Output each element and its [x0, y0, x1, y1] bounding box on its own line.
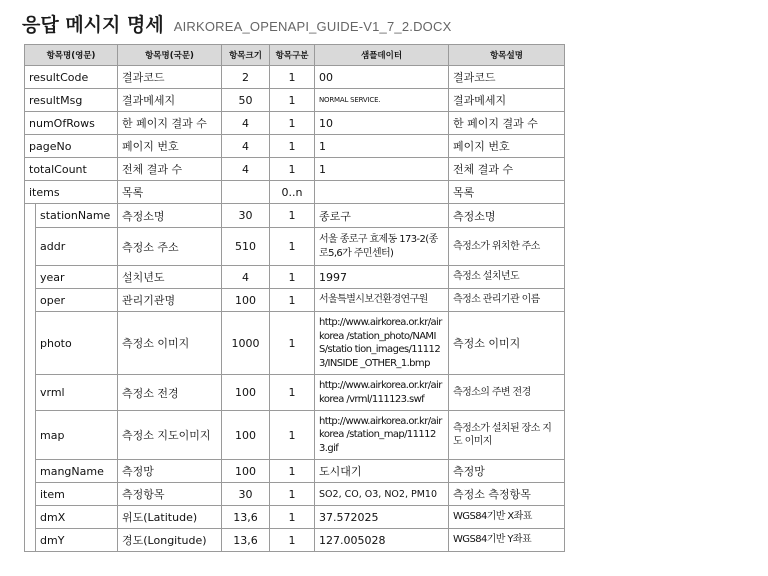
field-korean-name: 결과코드 [118, 66, 222, 89]
field-korean-name: 측정소명 [118, 204, 222, 228]
table-row [25, 529, 565, 552]
field-korean-name: 측정소 전경 [118, 375, 222, 411]
document-header [22, 10, 451, 38]
field-description: 페이지 번호 [449, 135, 565, 158]
field-name: totalCount [25, 158, 118, 181]
field-description: WGS84기반 Y좌표 [449, 529, 565, 552]
field-description: 측정소 설치년도 [449, 266, 565, 289]
table-row [25, 135, 565, 158]
field-sample: 도시대기 [315, 460, 449, 483]
field-size: 13,6 [222, 529, 270, 552]
field-name: resultMsg [25, 89, 118, 112]
field-kind: 1 [270, 460, 315, 483]
field-korean-name: 결과메세지 [118, 89, 222, 112]
table-row [25, 158, 565, 181]
column-header: 항목명(영문) [25, 45, 118, 66]
field-sample [315, 181, 449, 204]
field-size: 100 [222, 289, 270, 312]
field-description: 측정소 이미지 [449, 312, 565, 375]
field-description: 측정소 관리기관 이름 [449, 289, 565, 312]
field-sample: 10 [315, 112, 449, 135]
field-name: numOfRows [25, 112, 118, 135]
field-korean-name: 설치년도 [118, 266, 222, 289]
field-korean-name: 측정소 지도이미지 [118, 411, 222, 460]
field-description: 측정소명 [449, 204, 565, 228]
field-size: 100 [222, 460, 270, 483]
field-name: stationName [36, 204, 118, 228]
table-row [25, 266, 565, 289]
field-kind: 1 [270, 375, 315, 411]
field-kind: 1 [270, 228, 315, 266]
field-size: 510 [222, 228, 270, 266]
field-korean-name: 목록 [118, 181, 222, 204]
table-row [25, 506, 565, 529]
field-sample: 1 [315, 135, 449, 158]
field-size [222, 181, 270, 204]
field-korean-name: 관리기관명 [118, 289, 222, 312]
field-korean-name: 경도(Longitude) [118, 529, 222, 552]
field-kind: 1 [270, 266, 315, 289]
field-kind: 1 [270, 135, 315, 158]
field-description: 한 페이지 결과 수 [449, 112, 565, 135]
field-name: item [36, 483, 118, 506]
field-kind: 1 [270, 89, 315, 112]
field-description: 측정소 측정항목 [449, 483, 565, 506]
field-name: resultCode [25, 66, 118, 89]
table-row [25, 483, 565, 506]
response-spec-table [24, 44, 565, 552]
field-name: dmY [36, 529, 118, 552]
field-sample: 127.005028 [315, 529, 449, 552]
field-korean-name: 측정항목 [118, 483, 222, 506]
field-description: 전체 결과 수 [449, 158, 565, 181]
field-sample: 37.572025 [315, 506, 449, 529]
field-kind: 1 [270, 289, 315, 312]
field-description: 측정소의 주변 전경 [449, 375, 565, 411]
table-row [25, 312, 565, 375]
field-description: 측정망 [449, 460, 565, 483]
field-size: 13,6 [222, 506, 270, 529]
field-size: 50 [222, 89, 270, 112]
table-row [25, 228, 565, 266]
field-name: pageNo [25, 135, 118, 158]
table-row [25, 181, 565, 204]
field-sample: 종로구 [315, 204, 449, 228]
field-sample: http://www.airkorea.or.kr/airkorea /station_map/111123.gif [315, 411, 449, 460]
field-korean-name: 측정소 이미지 [118, 312, 222, 375]
field-size: 2 [222, 66, 270, 89]
field-korean-name: 위도(Latitude) [118, 506, 222, 529]
field-korean-name: 측정소 주소 [118, 228, 222, 266]
column-header: 항목구분 [270, 45, 315, 66]
column-header: 항목설명 [449, 45, 565, 66]
field-sample: 00 [315, 66, 449, 89]
field-size: 4 [222, 266, 270, 289]
document-subtitle: AIRKOREA_OPENAPI_GUIDE-V1_7_2.DOCX [173, 19, 452, 34]
field-kind: 1 [270, 506, 315, 529]
field-size: 30 [222, 483, 270, 506]
field-kind: 1 [270, 158, 315, 181]
page-title: 응답 메시지 명세 [22, 14, 164, 36]
field-kind: 0..n [270, 181, 315, 204]
field-name: year [36, 266, 118, 289]
field-kind: 1 [270, 112, 315, 135]
table-header-row [25, 45, 565, 66]
table-row [25, 66, 565, 89]
field-name: map [36, 411, 118, 460]
field-sample: http://www.airkorea.or.kr/airkorea /vrml/111123.swf [315, 375, 449, 411]
field-size: 1000 [222, 312, 270, 375]
item-indent-cell [25, 204, 36, 552]
field-sample: http://www.airkorea.or.kr/airkorea /station_photo/NAMIS/statio tion_images/111123/INSIDE _OTHER_1.bmp [315, 312, 449, 375]
table-row [25, 89, 565, 112]
field-name: items [25, 181, 118, 204]
table-row [25, 460, 565, 483]
field-korean-name: 측정망 [118, 460, 222, 483]
field-sample: 1 [315, 158, 449, 181]
field-korean-name: 전체 결과 수 [118, 158, 222, 181]
field-size: 4 [222, 135, 270, 158]
field-description: 결과코드 [449, 66, 565, 89]
field-korean-name: 한 페이지 결과 수 [118, 112, 222, 135]
field-kind: 1 [270, 529, 315, 552]
table-row [25, 289, 565, 312]
field-size: 100 [222, 375, 270, 411]
field-sample: 1997 [315, 266, 449, 289]
field-size: 4 [222, 158, 270, 181]
field-kind: 1 [270, 66, 315, 89]
column-header: 항목명(국문) [118, 45, 222, 66]
field-description: 측정소가 위치한 주소 [449, 228, 565, 266]
field-korean-name: 페이지 번호 [118, 135, 222, 158]
field-name: oper [36, 289, 118, 312]
column-header: 샘플데이터 [315, 45, 449, 66]
field-description: 목록 [449, 181, 565, 204]
table-row [25, 375, 565, 411]
field-name: mangName [36, 460, 118, 483]
field-sample: 서울 종로구 효제동 173-2(종로5,6가 주민센터) [315, 228, 449, 266]
table-row [25, 411, 565, 460]
field-kind: 1 [270, 411, 315, 460]
field-size: 4 [222, 112, 270, 135]
field-kind: 1 [270, 204, 315, 228]
field-description: 측정소가 설치된 장소 지도 이미지 [449, 411, 565, 460]
table-row [25, 112, 565, 135]
field-size: 30 [222, 204, 270, 228]
field-name: vrml [36, 375, 118, 411]
field-kind: 1 [270, 483, 315, 506]
field-kind: 1 [270, 312, 315, 375]
field-description: 결과메세지 [449, 89, 565, 112]
field-sample: SO2, CO, O3, NO2, PM10 [315, 483, 449, 506]
field-sample: 서울특별시보건환경연구원 [315, 289, 449, 312]
field-name: addr [36, 228, 118, 266]
table-row [25, 204, 565, 228]
field-size: 100 [222, 411, 270, 460]
field-description: WGS84기반 X좌표 [449, 506, 565, 529]
field-name: dmX [36, 506, 118, 529]
field-sample: NORMAL SERVICE. [315, 89, 449, 112]
field-name: photo [36, 312, 118, 375]
column-header: 항목크기 [222, 45, 270, 66]
